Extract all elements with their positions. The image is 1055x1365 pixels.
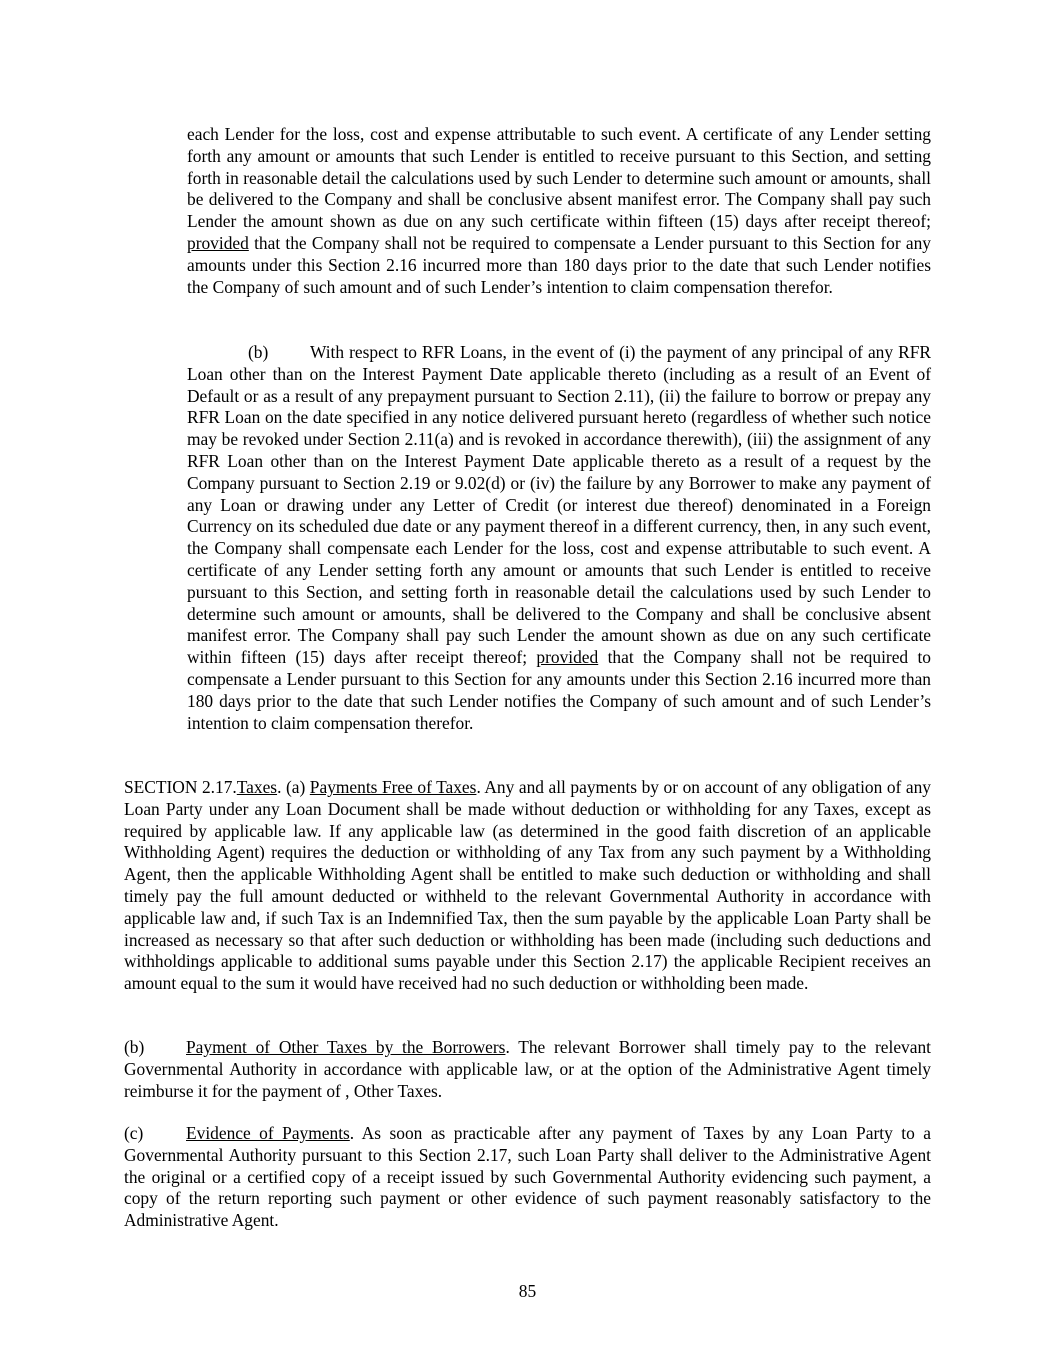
provided-term: provided: [536, 647, 599, 668]
paragraph-b-heading: Payment of Other Taxes by the Borrowers: [186, 1037, 506, 1057]
paragraph-b-label: (b): [124, 1037, 145, 1057]
section-label: SECTION 2.17.: [124, 777, 237, 797]
paragraph-b-text: . The relevant Borrower shall timely pay to the relevant Governmental Authority in accordance with applicable law, or at the option of the Administrative Agent timely reimburse it for the payment of , Other Taxes.: [124, 1037, 931, 1101]
page-number: 85: [518, 1281, 537, 1301]
paragraph-b-text-1: With respect to RFR Loans, in the event of (i) the payment of any principal of any RFR Loan other than on the Interest Payment Date applicable thereto (including as a result of an Event of Default or as a result of any prepayment pursuant to Section 2.11), (ii) the failure to borrow or prepay any RFR Loan on the date specified in any notice delivered pursuant hereto (regardless of whether such notice may be revoked under Section 2.11(a) and is revoked in accordance therewith), (iii) the assignment of any RFR Loan other than on the Interest Payment Date applicable thereto as a result of a request by the Company pursuant to Section 2.19 or 9.02(d) or (iv) the failure by any Borrower to make any payment of any Loan or drawing under any Letter of Credit (or interest due thereof) denominated in a Foreign Currency on its scheduled due date or any payment thereof in a different currency, then, in any such event, the Company shall compensate each Lender for the loss, cost and expense attributable to such event. A certificate of any Lender setting forth any amount or amounts that such Lender is entitled to receive pursuant to this Section, and setting forth in reasonable detail the calculations used by such Lender to determine such amount or amounts, shall be delivered to the Company and shall be conclusive absent manifest error. The Company shall pay such Lender the amount shown as due on any such certificate within fifteen (15) days after receipt thereof;: [187, 342, 931, 668]
paragraph-c-evidence-of-payments: [124, 1123, 931, 1232]
paragraph-b-rfr-loans: [187, 342, 931, 734]
paragraph-b-text-2: that the Company shall not be required to compensate a Lender pursuant to this Section for any amounts under this Section 2.16 incurred more than 180 days prior to the date that such Lender notifies the Company of such amount and of such Lender’s intention to claim compensation therefor.: [187, 647, 931, 733]
section-heading: Taxes: [236, 777, 278, 797]
section-2-17-taxes: [124, 777, 931, 995]
paragraph-c-label: (c): [124, 1123, 144, 1143]
continued-paragraph-text-1: each Lender for the loss, cost and expense attributable to such event. A certificate of any Lender setting forth any amount or amounts that such Lender is entitled to receive pursuant to this Section, and setting forth in reasonable detail the calculations used by such Lender to determine such amount or amounts, shall be delivered to the Company and shall be conclusive absent manifest error. The Company shall pay such Lender the amount shown as due on any such certificate within fifteen (15) days after receipt thereof;: [187, 124, 931, 232]
paragraph-b-label: (b): [248, 342, 269, 362]
continued-paragraph: [187, 124, 931, 298]
provided-term: provided: [187, 232, 249, 253]
subsection-a-heading: Payments Free of Taxes: [309, 777, 477, 797]
section-heading-separator: . (a): [277, 777, 310, 797]
subsection-a-text: . Any and all payments by or on account of any obligation of any Loan Party under any Loan Document shall be made without deduction or withholding for any Taxes, except as required by applicable law. If any applicable law (as determined in the good faith discretion of an applicable Withholding Agent) requires the deduction or withholding of any Tax from any such payment by a Withholding Agent, then the applicable Withholding Agent shall be entitled to make such deduction or withholding and shall timely pay the full amount deducted or withheld to the relevant Governmental Authority in accordance with applicable law and, if such Tax is an Indemnified Tax, then the sum payable by the applicable Loan Party shall be increased as necessary so that after such deduction or withholding has been made (including such deductions and withholdings applicable to additional sums payable under this Section 2.17) the applicable Recipient receives an amount equal to the sum it would have received had no such deduction or withholding been made.: [124, 777, 931, 994]
paragraph-b-other-taxes: [124, 1037, 931, 1102]
paragraph-c-heading: Evidence of Payments: [186, 1123, 350, 1143]
continued-paragraph-text-2: that the Company shall not be required to compensate a Lender pursuant to this Section for any amounts under this Section 2.16 incurred more than 180 days prior to the date that such Lender notifies the Company of such amount and of such Lender’s intention to claim compensation therefor.: [187, 232, 931, 297]
paragraph-c-text: . As soon as practicable after any payment of Taxes by any Loan Party to a Governmental Authority pursuant to this Section 2.17, such Loan Party shall deliver to the Administrative Agent the original or a certified copy of a receipt issued by such Governmental Authority evidencing such payment, a copy of the return reporting such payment or other evidence of such payment reasonably satisfactory to the Administrative Agent.: [124, 1123, 931, 1231]
